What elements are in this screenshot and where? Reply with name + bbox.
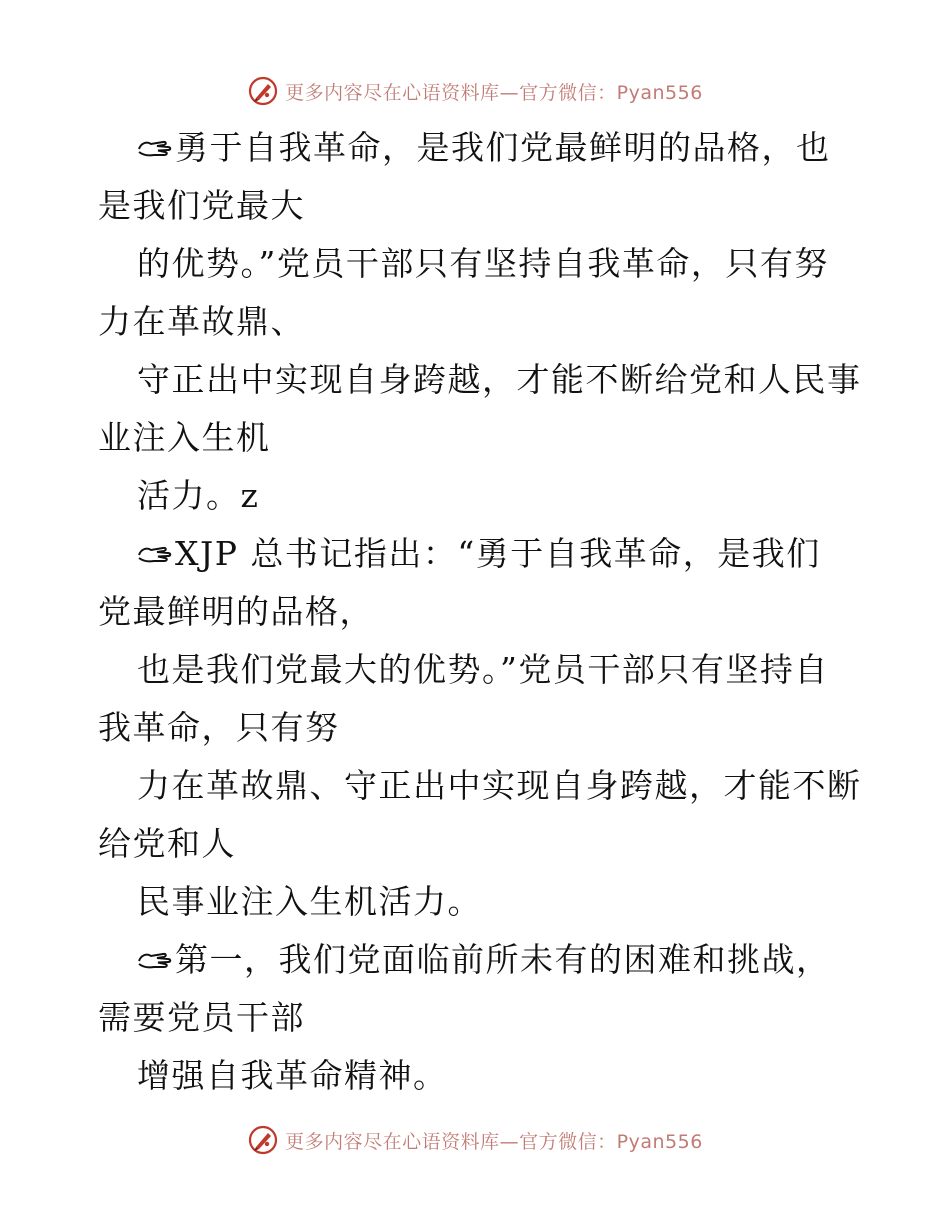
paragraph-1-line-6 — [98, 418, 271, 458]
hand-pointing-icon — [137, 135, 173, 159]
paragraph-1-line-4 — [98, 302, 305, 342]
watermark-text: 更多内容尽在心语资料库—官方微信：Pyan556 — [285, 1130, 703, 1153]
paragraph-text: 党最鲜明的品格， — [98, 592, 374, 631]
paragraph-text: 是我们党最大 — [98, 186, 305, 225]
paragraph-1-line-7 — [137, 476, 259, 516]
paragraph-2-line-2 — [98, 592, 374, 632]
paragraph-text: 业注入生机 — [98, 418, 271, 457]
paragraph-text: 我革命，只有努 — [98, 708, 340, 747]
paragraph-1-line-5 — [137, 360, 862, 400]
paragraph-text: 第一，我们党面临前所未有的困难和挑战， — [175, 940, 831, 979]
paragraph-text: 勇于自我革命，是我们党最鲜明的品格，也 — [175, 128, 831, 167]
pen-logo-icon — [247, 1124, 279, 1156]
hand-pointing-icon — [137, 541, 173, 565]
paragraph-2-line-6 — [98, 824, 236, 864]
paragraph-3-line-1 — [137, 940, 831, 980]
paragraph-text: 力在革故鼎、守正出中实现自身跨越，才能不断 — [137, 766, 862, 805]
paragraph-text: 给党和人 — [98, 824, 236, 863]
watermark-text: 更多内容尽在心语资料库—官方微信：Pyan556 — [285, 81, 703, 104]
paragraph-3-line-3 — [137, 1056, 448, 1096]
paragraph-2-line-7 — [137, 882, 482, 922]
footer-watermark — [0, 1120, 950, 1160]
paragraph-text: 民事业注入生机活力。 — [137, 882, 482, 921]
paragraph-text: XJP 总书记指出：“勇于自我革命，是我们 — [175, 534, 821, 573]
paragraph-2-line-1 — [137, 534, 821, 574]
paragraph-text: 需要党员干部 — [98, 998, 305, 1037]
paragraph-text: 力在革故鼎、 — [98, 302, 305, 341]
hand-pointing-icon — [137, 947, 173, 971]
paragraph-text: 的优势。”党员干部只有坚持自我革命，只有努 — [137, 244, 829, 283]
paragraph-1-line-3 — [137, 244, 829, 284]
paragraph-2-line-3 — [137, 650, 829, 690]
header-watermark — [0, 71, 950, 111]
paragraph-text: 活力。z — [137, 476, 260, 515]
paragraph-1-line-2 — [98, 186, 305, 226]
paragraph-text: 也是我们党最大的优势。”党员干部只有坚持自 — [137, 650, 829, 689]
paragraph-text: 增强自我革命精神。 — [137, 1056, 448, 1095]
paragraph-2-line-4 — [98, 708, 340, 748]
paragraph-1-line-1 — [137, 128, 831, 168]
paragraph-text: 守正出中实现自身跨越，才能不断给党和人民事 — [137, 360, 862, 399]
paragraph-3-line-2 — [98, 998, 305, 1038]
paragraph-2-line-5 — [137, 766, 862, 806]
pen-logo-icon — [247, 75, 279, 107]
